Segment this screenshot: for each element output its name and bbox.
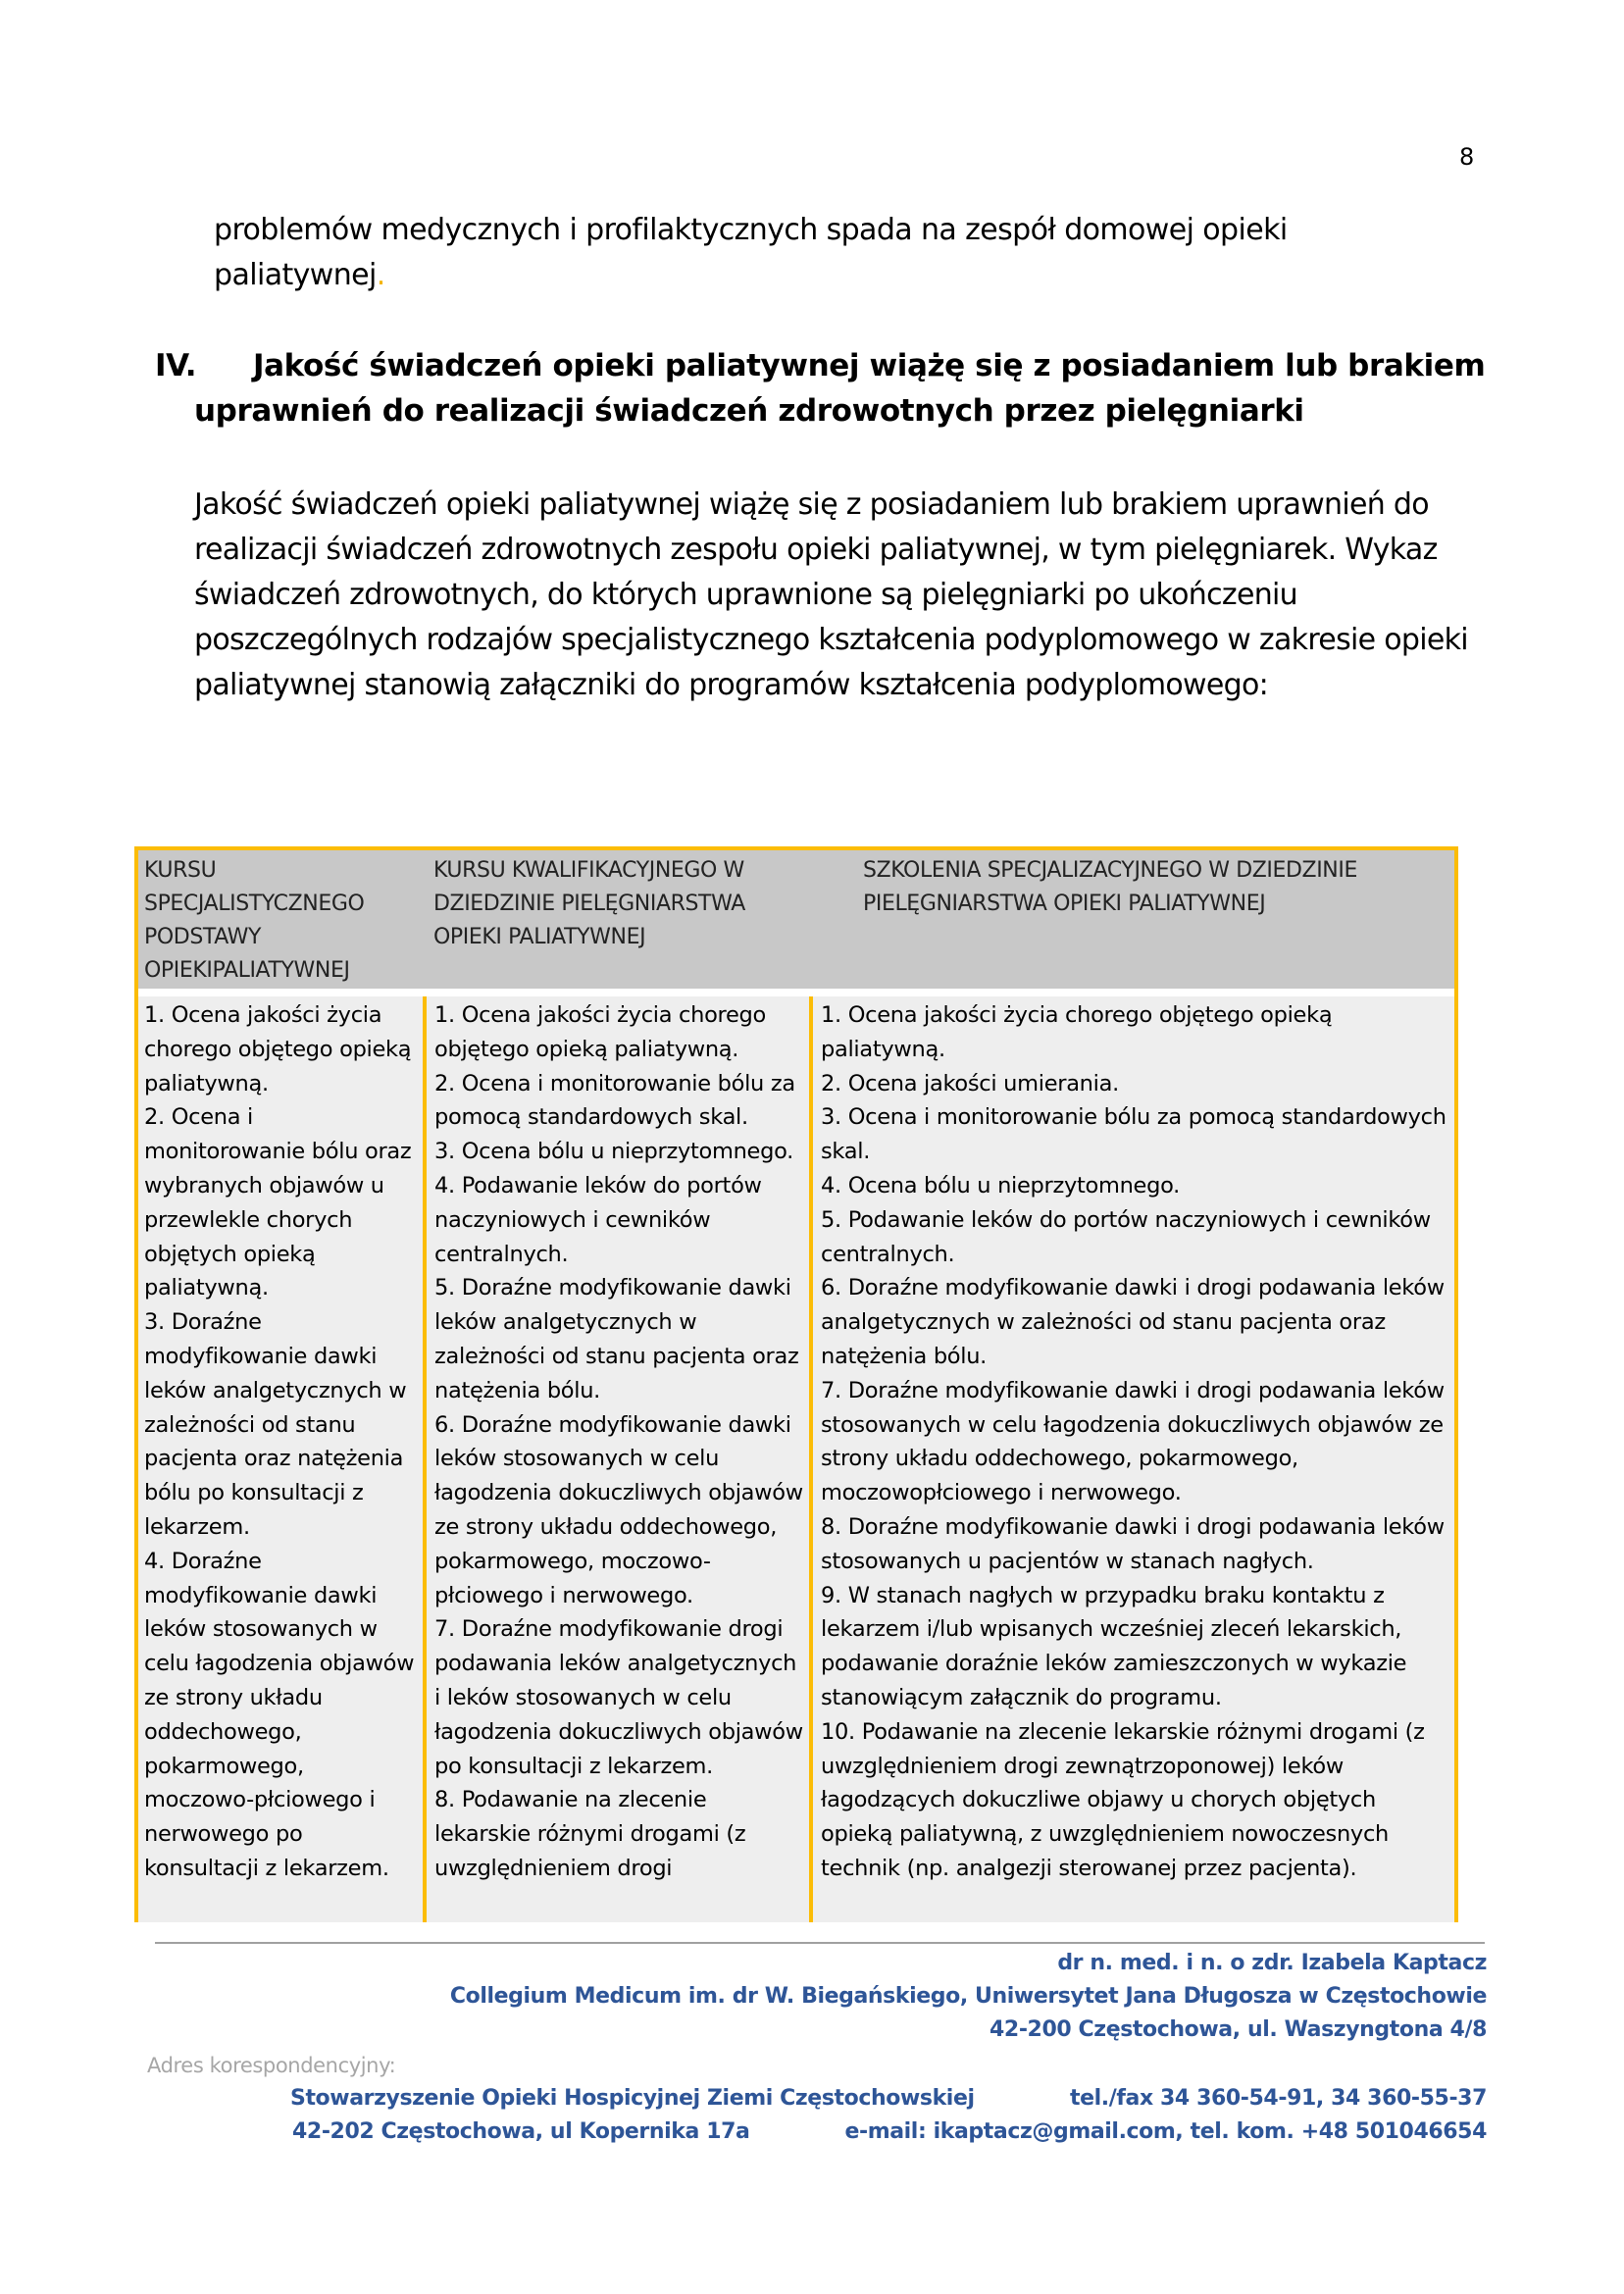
- table-list-item: 3. Doraźne modyfikowanie dawki leków analgetycznych w zależności od stanu pacjenta oraz natężenia bólu po konsultacji z lekarzem.: [144, 1309, 407, 1540]
- table-header-qualification-course: KURSU KWALIFIKACYJNEGO W DZIEDZINIE PIELĘGNIARSTWA OPIEKI PALIATYWNEJ: [433, 858, 745, 949]
- intro-text-content: problemów medycznych i profilaktycznych spada na zespół domowej opieki paliatywnej: [214, 213, 1288, 292]
- table-header-row: [138, 850, 1454, 989]
- table-list-item: 5. Podawanie leków do portów naczyniowych i cewników centralnych.: [821, 1206, 1431, 1267]
- footer-org-row: [147, 2082, 1487, 2116]
- table-list-item: 2. Ocena jakości umierania.: [821, 1070, 1119, 1096]
- table-list-item: 1. Ocena jakości życia chorego objętego opieką paliatywną.: [434, 1002, 767, 1062]
- table-cell-qualification-course: [427, 996, 813, 1922]
- footer-organization: Stowarzyszenie Opieki Hospicyjnej Ziemi Częstochowskiej: [290, 2086, 975, 2111]
- table-header-specialization-training: SZKOLENIA SPECJALIZACYJNEGO W DZIEDZINIE PIELĘGNIARSTWA OPIEKI PALIATYWNEJ: [863, 858, 1357, 916]
- table-list-item: 3. Ocena i monitorowanie bólu za pomocą standardowych skal.: [821, 1104, 1446, 1165]
- section-heading: [155, 343, 1489, 433]
- table-list-item: 2. Ocena i monitorowanie bólu za pomocą standardowych skal.: [434, 1070, 795, 1131]
- table-list-item: 4. Ocena bólu u nieprzytomnego.: [821, 1172, 1180, 1198]
- table-list-item: 7. Doraźne modyfikowanie drogi podawania leków analgetycznych i leków stosowanych w celu łagodzenia dokuczliwych objawów po konsultacji z lekarzem.: [434, 1616, 803, 1779]
- footer-address: 42-200 Częstochowa, ul. Waszyngtona 4/8: [990, 2017, 1487, 2042]
- table-list-item: 1. Ocena jakości życia chorego objętego opieką paliatywną.: [144, 1002, 412, 1096]
- table-list-item: 9. W stanach nagłych w przypadku braku kontaktu z lekarzem i/lub wpisanych wcześniej zleceń lekarskich, podawanie doraźnie leków zamieszczonych w wykazie stanowiącym załącznik do programu.: [821, 1582, 1407, 1710]
- section-title-line1: Jakość świadczeń opieki paliatywnej wiążę się z posiadaniem lub brakiem: [253, 348, 1486, 383]
- page-number: 8: [1459, 143, 1474, 171]
- table-list-item: 10. Podawanie na zlecenie lekarskie różnymi drogami (z uwzględnieniem drogi zewnątrzoponowej) leków łagodzących dokuczliwe objawy u chorych objętych opieką paliatywną, z uwzględnieniem nowoczesnych technik (np. analgezji sterowanej przez pacjenta).: [821, 1718, 1425, 1881]
- table-list-item: 6. Doraźne modyfikowanie dawki leków stosowanych w celu łagodzenia dokuczliwych objawów ze strony układu oddechowego, pokarmowego, moczowo-płciowego i nerwowego.: [434, 1411, 803, 1608]
- table-cell-basic-course: [138, 996, 427, 1922]
- table-list-item: 8. Doraźne modyfikowanie dawki i drogi podawania leków stosowanych u pacjentów w stanach nagłych.: [821, 1513, 1445, 1574]
- section-numeral: IV.: [155, 348, 197, 383]
- table-list-item: 8. Podawanie na zlecenie lekarskie różnymi drogami (z uwzględnieniem drogi: [434, 1787, 746, 1881]
- table-list-item: 4. Doraźne modyfikowanie dawki leków stosowanych w celu łagodzenia objawów ze strony układu oddechowego, pokarmowego, moczowo-płciowego i nerwowego po konsultacji z lekarzem.: [144, 1548, 415, 1881]
- footer-phone-fax: tel./fax 34 360-54-91, 34 360-55-37: [1069, 2086, 1487, 2111]
- footer: [147, 1947, 1487, 2149]
- footer-contact-row: [147, 2116, 1487, 2149]
- table-list-item: 7. Doraźne modyfikowanie dawki i drogi podawania leków stosowanych w celu łagodzenia dokuczliwych objawów ze strony układu oddechowego, pokarmowego, moczowopłciowego i nerwowego.: [821, 1377, 1445, 1506]
- table-list-item: 1. Ocena jakości życia chorego objętego opieką paliatywną.: [821, 1002, 1333, 1062]
- footer-institution: Collegium Medicum im. dr W. Biegańskiego, Uniwersytet Jana Długosza w Częstochowie: [449, 1984, 1487, 2009]
- footer-divider: [155, 1942, 1485, 1944]
- accent-dot: .: [376, 258, 385, 292]
- footer-correspondence-label: Adres korespondencyjny:: [147, 2054, 396, 2077]
- table-list-item: 3. Ocena bólu u nieprzytomnego.: [434, 1139, 793, 1165]
- table-cell-specialization-training: [813, 996, 1454, 1922]
- footer-author: dr n. med. i n. o zdr. Izabela Kaptacz: [1057, 1951, 1487, 1975]
- palliative-competencies-table: [134, 846, 1458, 1922]
- table-list-item: 4. Podawanie leków do portów naczyniowych i cewników centralnych.: [434, 1172, 762, 1267]
- table-header-basic-course: KURSU SPECJALISTYCZNEGO PODSTAWY OPIEKIPALIATYWNEJ: [144, 858, 365, 983]
- table-list-item: 6. Doraźne modyfikowanie dawki i drogi podawania leków analgetycznych w zależności od stanu pacjenta oraz natężenia bólu.: [821, 1275, 1445, 1369]
- footer-org-address: 42-202 Częstochowa, ul Kopernika 17a: [292, 2119, 750, 2144]
- body-paragraph: Jakość świadczeń opieki paliatywnej wiążę się z posiadaniem lub brakiem uprawnień do realizacji świadczeń zdrowotnych zespołu opieki paliatywnej, w tym pielęgniarek. Wykaz świadczeń zdrowotnych, do których uprawnione są pielęgniarki po ukończeniu poszczególnych rodzajów specjalistycznego kształcenia podyplomowego w zakresie opieki paliatywnej stanowią załączniki do programów kształcenia podyplomowego:: [194, 487, 1468, 702]
- table-list-item: 5. Doraźne modyfikowanie dawki leków analgetycznych w zależności od stanu pacjenta oraz natężenia bólu.: [434, 1275, 799, 1403]
- section-title-line2: uprawnień do realizacji świadczeń zdrowotnych przez pielęgniarki: [194, 393, 1304, 429]
- intro-text: [214, 208, 1391, 298]
- table-body-row: [138, 993, 1454, 1922]
- footer-contact[interactable]: e-mail: ikaptacz@gmail.com, tel. kom. +48 501046654: [844, 2119, 1487, 2144]
- table-list-item: 2. Ocena i monitorowanie bólu oraz wybranych objawów u przewlekle chorych objętych opieką paliatywną.: [144, 1104, 412, 1301]
